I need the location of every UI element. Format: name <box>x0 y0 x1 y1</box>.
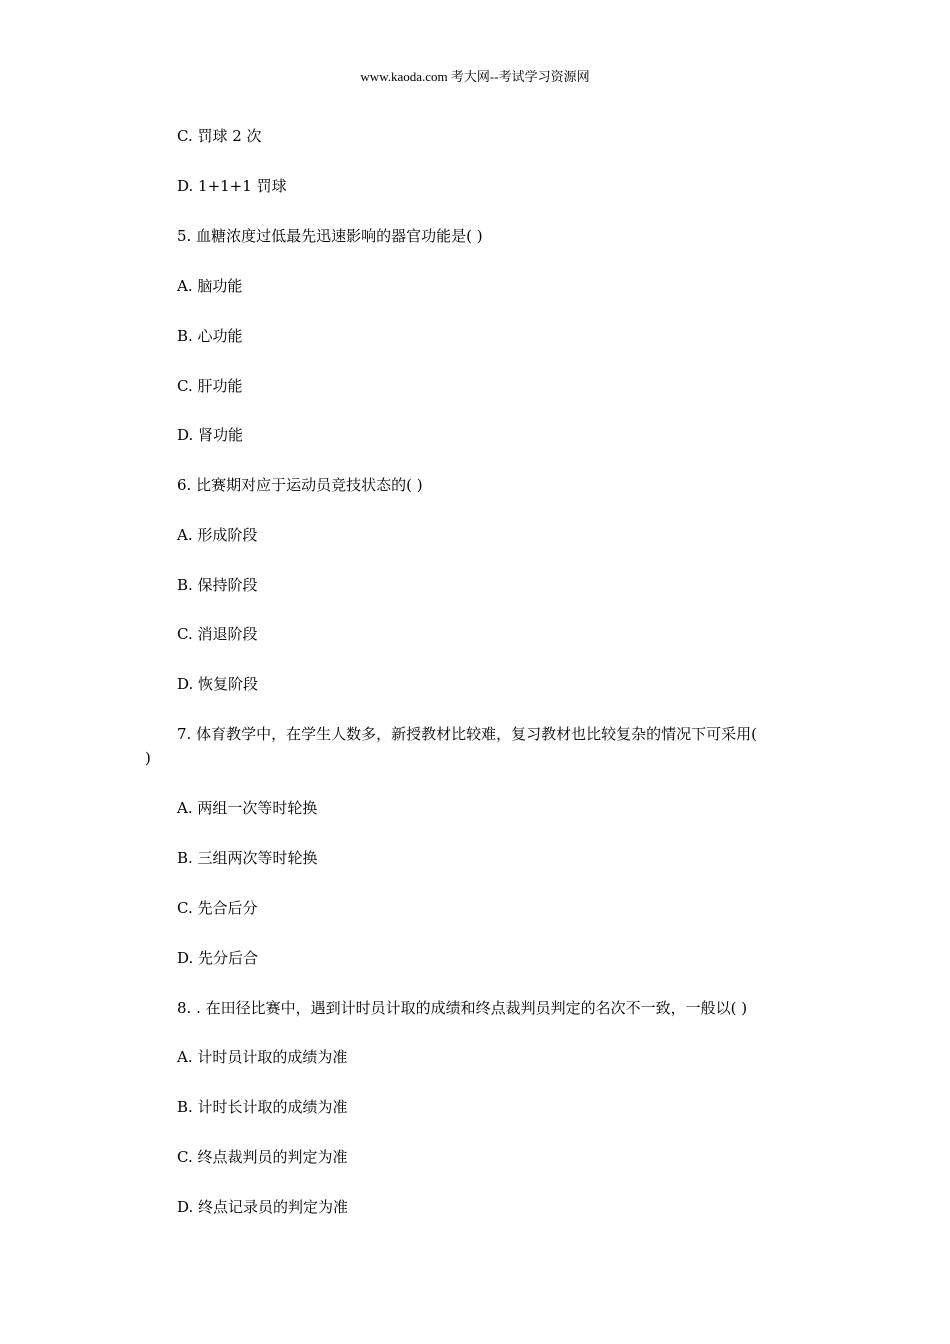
option-a-q8: A. 计时员计取的成绩为准 <box>177 1048 348 1066</box>
option-d-q4: D. 1+1+1 罚球 <box>177 177 287 195</box>
option-d-q8: D. 终点记录员的判定为准 <box>177 1198 349 1216</box>
option-d-q6: D. 恢复阶段 <box>177 675 259 693</box>
option-c-q7: C. 先合后分 <box>177 899 258 917</box>
question-5: 5. 血糖浓度过低最先迅速影响的器官功能是( ) <box>177 227 483 245</box>
question-7-line-2: ) <box>145 749 151 767</box>
option-b-q7: B. 三组两次等时轮换 <box>177 849 318 867</box>
option-c-q8: C. 终点裁判员的判定为准 <box>177 1148 348 1166</box>
question-7 <box>145 722 817 770</box>
option-a-q5: A. 脑功能 <box>177 277 243 295</box>
question-8: 8. . 在田径比赛中，遇到计时员计取的成绩和终点裁判员判定的名次不一致，一般以( ) <box>177 999 748 1017</box>
question-6: 6. 比赛期对应于运动员竞技状态的( ) <box>177 476 423 494</box>
page-header: www.kaoda.com 考大网--考试学习资源网 <box>360 69 590 84</box>
option-c-q6: C. 消退阶段 <box>177 625 258 643</box>
option-c-q4: C. 罚球 2 次 <box>177 127 262 145</box>
option-b-q8: B. 计时长计取的成绩为准 <box>177 1098 348 1116</box>
option-d-q5: D. 肾功能 <box>177 426 244 444</box>
option-b-q6: B. 保持阶段 <box>177 576 258 594</box>
option-a-q6: A. 形成阶段 <box>177 526 258 544</box>
option-b-q5: B. 心功能 <box>177 327 243 345</box>
question-7-line-1: 7. 体育教学中，在学生人数多，新授教材比较难，复习教材也比较复杂的情况下可采用( <box>177 725 757 743</box>
option-c-q5: C. 肝功能 <box>177 377 243 395</box>
option-a-q7: A. 两组一次等时轮换 <box>177 799 318 817</box>
option-d-q7: D. 先分后合 <box>177 949 259 967</box>
